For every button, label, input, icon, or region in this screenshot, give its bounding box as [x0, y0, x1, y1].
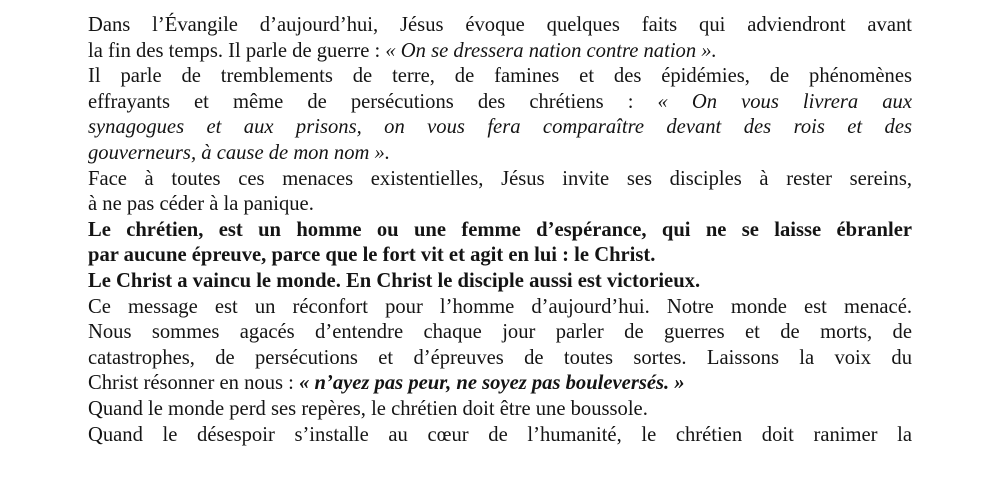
text-run: gouverneurs, à cause de mon nom ».	[88, 141, 390, 164]
text-run: Christ résonner en nous :	[88, 372, 300, 395]
text-run: la fin des temps. Il parle de guerre :	[88, 39, 386, 62]
text-line	[88, 371, 912, 397]
text-line	[88, 115, 912, 141]
text-run: « On se dressera nation contre nation ».	[385, 39, 717, 62]
text-run: à ne pas céder à la panique.	[88, 193, 314, 216]
text-run: « On vous livrera aux	[657, 90, 912, 113]
text-run: Nous sommes agacés d’entendre chaque jour parler de guerres et de morts, de	[88, 321, 912, 344]
text-line	[88, 192, 912, 218]
text-run: Dans l’Évangile d’aujourd’hui, Jésus évoque quelques faits qui adviendront avant	[88, 14, 912, 36]
text-run: Quand le désespoir s’installe au cœur de l’humanité, le chrétien doit ranimer la	[88, 423, 912, 446]
text-line	[88, 141, 912, 167]
text-run: Face à toutes ces menaces existentielles, Jésus invite ses disciples à rester sereins,	[88, 167, 912, 190]
text-run: catastrophes, de persécutions et d’épreuves de toutes sortes. Laissons la voix du	[88, 346, 912, 369]
text-run: par aucune épreuve, parce que le fort vit et agit en lui : le Christ.	[88, 244, 656, 267]
text-run: Quand le monde perd ses repères, le chrétien doit être une boussole.	[88, 397, 648, 420]
document-text	[88, 13, 912, 448]
text-line	[88, 39, 912, 65]
text-run: effrayants et même de persécutions des chrétiens :	[88, 90, 658, 113]
text-run: Le chrétien, est un homme ou une femme d’espérance, qui ne se laisse ébranler	[88, 218, 912, 241]
text-line	[88, 269, 912, 295]
text-line	[88, 423, 912, 449]
text-line	[88, 397, 912, 423]
text-line	[88, 243, 912, 269]
text-run: Ce message est un réconfort pour l’homme d’aujourd’hui. Notre monde est menacé.	[88, 295, 912, 318]
text-run: « n’ayez pas peur, ne soyez pas bouleversés. »	[299, 372, 685, 395]
text-line	[88, 218, 912, 244]
text-line	[88, 167, 912, 193]
text-line	[88, 13, 912, 39]
text-line	[88, 346, 912, 372]
text-run: Il parle de tremblements de terre, de famines et des épidémies, de phénomènes	[88, 65, 912, 88]
text-run: synagogues et aux prisons, on vous fera comparaître devant des rois et des	[88, 116, 912, 139]
text-line	[88, 320, 912, 346]
text-line	[88, 64, 912, 90]
text-line	[88, 295, 912, 321]
text-run: Le Christ a vaincu le monde. En Christ le disciple aussi est victorieux.	[88, 269, 701, 292]
text-line	[88, 90, 912, 116]
